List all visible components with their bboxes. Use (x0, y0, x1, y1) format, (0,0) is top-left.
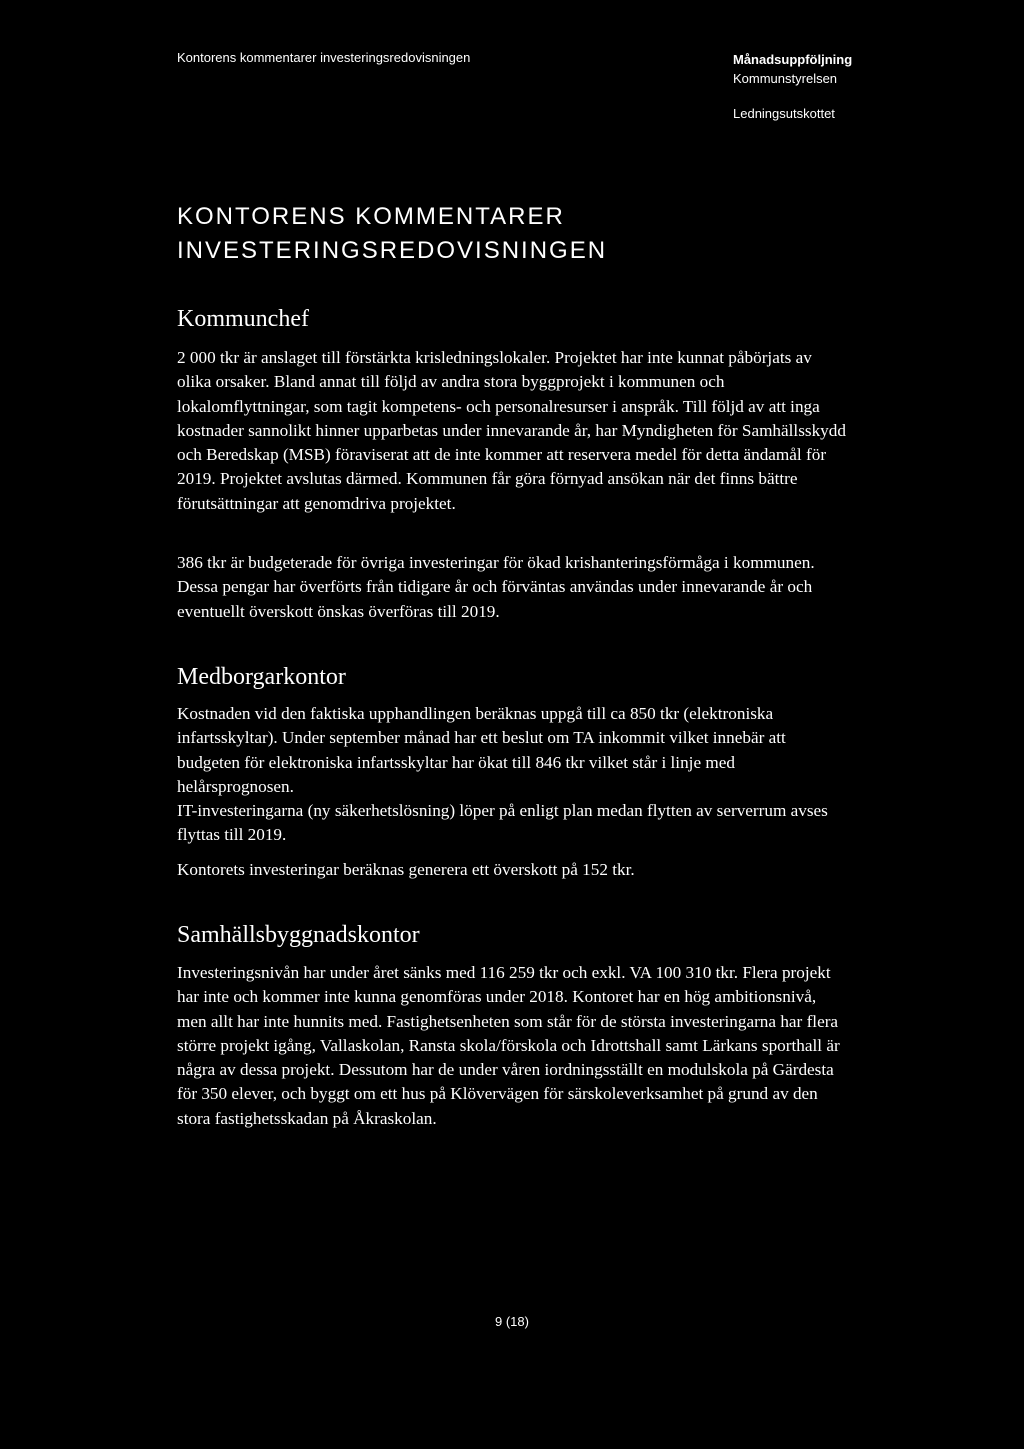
section-heading: Kommunchef (177, 306, 309, 332)
page-title-line-1: KONTORENS KOMMENTARER (177, 203, 565, 230)
header-document-title: Kontorens kommentarer investeringsredovisningen (177, 50, 471, 65)
paragraph: IT-investeringarna (ny säkerhetslösning) löper på enligt plan medan flytten av serverrum avses flyttas till 2019. (177, 801, 828, 845)
paragraph: 2 000 tkr är anslaget till förstärkta krisledningslokaler. Projektet har inte kunnat påbörjats av olika orsaker. Bland annat till följd av andra stora byggprojekt i kommunen och lokalomflyttningar, som tagit kompetens- och personalresurser i anspråk. Till följd av att inga kostnader sannolikt hinner upparbetas under innevarande år, har Myndigheten för Samhällsskydd och Beredskap (MSB) föraviserat att de inte kommer att reservera medel för detta ändamål för 2019. Projektet avslutas därmed. Kommunen får göra förnyad ansökan när det finns bättre förutsättningar att genomdriva projektet. (177, 348, 846, 513)
paragraph: 386 tkr är budgeterade för övriga investeringar för ökad krishanteringsförmåga i kommunen. Dessa pengar har överförts från tidigare år och förväntas användas under innevarande år och eventuellt överskott önskas överföras till 2019. (177, 553, 815, 621)
header-committee: Ledningsutskottet (733, 106, 835, 121)
header-organization: Kommunstyrelsen (733, 71, 838, 86)
paragraph: Kontorets investeringar beräknas generera ett överskott på 152 tkr. (177, 860, 635, 879)
section-heading: Medborgarkontor (177, 664, 346, 690)
page-title-line-2: INVESTERINGSREDOVISNINGEN (177, 237, 608, 264)
header-meta (733, 50, 852, 123)
paragraph: Investeringsnivån har under året sänks med 116 259 tkr och exkl. VA 100 310 tkr. Flera projekt har inte och kommer inte kunna genomföras under 2018. Kontoret har en hög ambitionsnivå, men allt har inte hunnits med. Fastighetsenheten som står för de största investeringarna har flera större projekt igång, Vallaskolan, Ransta skola/förskola och Idrottshall samt Lärkans sporthall är några av dessa projekt. Dessutom har de under våren iordningsställt en modulskola på Gärdesta för 350 elever, och byggt om ett hus på Klövervägen för särskoleverksamhet på grund av den stora fastighetsskadan på Åkraskolan. (177, 963, 840, 1128)
section-heading: Samhällsbyggnadskontor (177, 922, 420, 948)
header-report-type: Månadsuppföljning (733, 52, 853, 67)
paragraph: Kostnaden vid den faktiska upphandlingen beräknas uppgå till ca 850 tkr (elektroniska infartsskyltar). Under september månad har ett beslut om TA inkommit vilket innebär att budgeten för elektroniska infartsskyltar har ökat till 846 tkr vilket står i linje med helårsprognosen. (177, 704, 786, 796)
page-title (177, 200, 607, 268)
page-number: 9 (18) (495, 1314, 529, 1329)
